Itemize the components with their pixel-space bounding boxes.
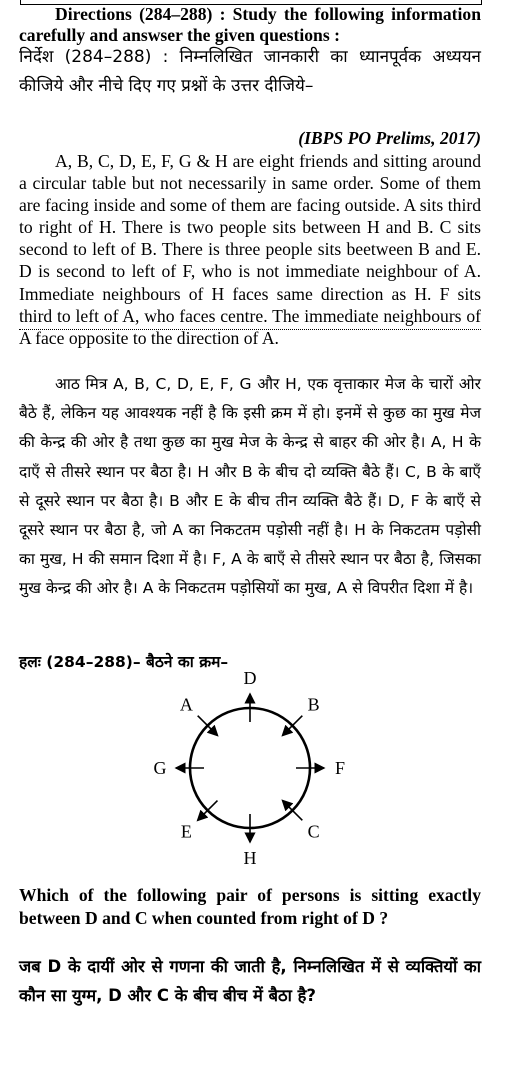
directions-english: Directions (284–288) : Study the following information carefully and answser the given questions : <box>19 4 481 45</box>
seat-label-G: G <box>153 758 167 778</box>
solution-label: हलः (284–288)– बैठने का क्रम– <box>19 653 229 671</box>
seat-label-D: D <box>243 668 257 688</box>
passage-english: A, B, C, D, E, F, G & H are eight friends and sitting around a circular table but not necessarily in same order. Some of them are facing inside and some of them are facing outside. A sits third to right of H. There is two people sits between H and B. C sits second to left of B. There is three people sits beetween B and E. D is second to left of F, who is not immediate neighbour of A. Immediate neighbours of H faces same direction as H. F sits third to left of A, who faces centre. The immediate neighbours of A face opposite to the direction of A. <box>19 151 481 348</box>
seat-label-A: A <box>179 694 193 715</box>
seat-label-H: H <box>243 848 257 868</box>
question-english: Which of the following pair of persons is sitting exactly between D and C when counted from right of D ? <box>19 885 481 928</box>
directions-hindi: निर्देश (284–288) : निम्नलिखित जानकारी का ध्यानपूर्वक अध्ययन कीजिये और नीचे दिए गए प्रश्नों के उत्तर दीजिये– <box>19 47 481 96</box>
seat-label-B: B <box>307 694 320 715</box>
seat-label-C: C <box>307 821 320 842</box>
question-hindi: जब D के दायीं ओर से गणना की जाती है, निम्नलिखित में से व्यक्तियों का कौन सा युग्म, D और C के बीच बीच में बैठा है? <box>19 957 481 1005</box>
seat-label-E: E <box>180 821 192 842</box>
seating-diagram <box>140 668 360 878</box>
seat-label-F: F <box>334 758 346 778</box>
divider-dotted <box>19 329 481 330</box>
passage-hindi: आठ मित्र A, B, C, D, E, F, G और H, एक वृत्ताकार मेज के चारों ओर बैठे हैं, लेकिन यह आवश्यक नहीं है कि इसी क्रम में हो। इनमें से कुछ का मुख मेज की केन्द्र की ओर है तथा कुछ का मुख मेज के केन्द्र से बाहर की ओर है। A, H के दाएँ से तीसरे स्थान पर बैठा है। H और B के बीच दो व्यक्ति बैठे हैं। C, B के बाएँ से दूसरे स्थान पर बैठा है। B और E के बीच तीन व्यक्ति बैठे हैं। D, F के बाएँ से दूसरे स्थान पर बैठा है, जो A का निकटतम पड़ोसी नहीं है। H के निकटतम पड़ोसी का मुख, H की समान दिशा में है। F, A के बाएँ से तीसरे स्थान पर बैठा है, जिसका मुख केन्द्र की ओर है। A के निकटतम पड़ोसियों का मुख, A से विपरीत दिशा में है। <box>19 375 481 598</box>
source-citation: (IBPS PO Prelims, 2017) <box>298 128 481 148</box>
